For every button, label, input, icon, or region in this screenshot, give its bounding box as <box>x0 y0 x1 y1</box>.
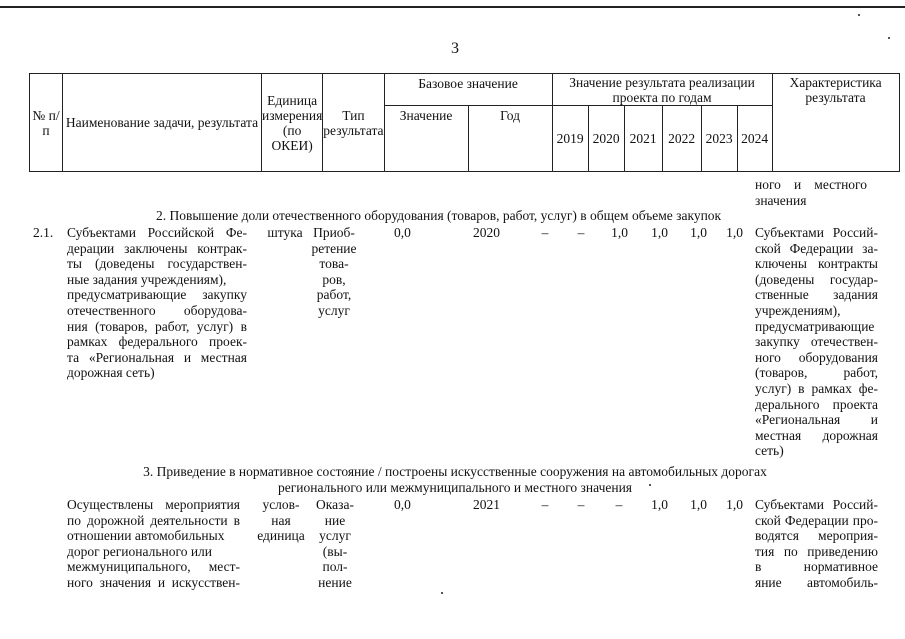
row-3-unit: услов- ная единица <box>257 497 305 544</box>
row-3-name: Осуществлены мероприятия по дорожной деятельности в отношении автомобильных дорог регионального или межмуниципального, мест- ного значения и искусствен- <box>67 497 240 590</box>
row-3-base-value: 0,0 <box>394 497 411 512</box>
row-3-character: Субъектами Россий- ской Федерации про- водятся мероприя- тия по приведению в нормативное яние автомобиль- <box>755 497 878 590</box>
row-3-value-2021: – <box>615 497 623 512</box>
header-year: 2019 <box>552 106 588 172</box>
row-2-1-value-2019: – <box>541 225 549 240</box>
header-year: 2020 <box>588 106 624 172</box>
carryover-text: ного и местного значения <box>755 177 867 208</box>
row-3-value-2023: 1,0 <box>690 497 707 512</box>
header-year: 2021 <box>624 106 662 172</box>
header-years-title: Значение результата реализации проекта по годам <box>552 74 772 106</box>
row-3-value-2024: 1,0 <box>726 497 743 512</box>
row-2-1-value-2024: 1,0 <box>726 225 743 240</box>
row-3-value-2019: – <box>541 497 549 512</box>
row-2-1-value-2021: 1,0 <box>611 225 628 240</box>
header-year: 2024 <box>737 106 772 172</box>
row-2-1-num: 2.1. <box>33 225 54 240</box>
row-2-1-base-value: 0,0 <box>394 225 411 240</box>
header-base: Базовое значение <box>384 74 552 106</box>
section-3-title: 3. Приведение в нормативное состояние / построены искусственные сооружения на автомобильных дорогах регионального или межмуниципального и местного значения <box>143 464 767 495</box>
header-base-value: Значение <box>384 106 468 172</box>
row-3-value-2020: – <box>577 497 585 512</box>
row-2-1-value-2022: 1,0 <box>651 225 668 240</box>
row-3-type: Оказа- ние услуг (вы- пол- нение <box>316 497 354 590</box>
section-2-title: 2. Повышение доли отечественного оборудования (товаров, работ, услуг) в общем объеме закупок <box>156 208 722 223</box>
row-3-value-2022: 1,0 <box>651 497 668 512</box>
row-3-base-year: 2021 <box>473 497 500 512</box>
table-header <box>29 73 900 172</box>
header-character: Характеристика результата <box>772 74 899 172</box>
row-2-1-name: Субъектами Российской Фе- дерации заключены контрак- ты (доведены государствен- ные задания учреждениям), предусматривающие закупку отечественного оборудова- ния (товаров, работ, услуг) в рамках федерального проек- та «Региональная и местная дорожная сеть) <box>67 225 247 381</box>
scan-speck <box>441 592 443 594</box>
header-num: № п/п <box>30 74 63 172</box>
row-2-1-unit: штука <box>267 225 303 240</box>
header-name: Наименование задачи, результата <box>63 74 262 172</box>
header-year: 2023 <box>701 106 737 172</box>
header-year: 2022 <box>662 106 701 172</box>
header-type: Тип результата <box>323 74 384 172</box>
row-2-1-base-year: 2020 <box>473 225 500 240</box>
row-2-1-character: Субъектами Россий- ской Федерации за- ключены контракты (доведены государ- ственные задания учреждениям), предусматривающие закупку отечествен- ного оборудования (товаров, работ, услуг) в рамках фе- дерального проекта «Региональная и местная дорожная сеть) <box>755 225 878 459</box>
header-base-year: Год <box>468 106 552 172</box>
page-number: 3 <box>451 40 459 57</box>
header-unit: Единица измерения (по ОКЕИ) <box>262 74 323 172</box>
scan-speck <box>888 37 890 39</box>
row-2-1-type: Приоб- ретение това- ров, работ, услуг <box>311 225 357 318</box>
row-2-1-value-2023: 1,0 <box>690 225 707 240</box>
scan-speck <box>858 14 860 16</box>
scan-speck <box>649 484 651 486</box>
top-rule <box>0 6 905 8</box>
row-2-1-value-2020: – <box>577 225 585 240</box>
